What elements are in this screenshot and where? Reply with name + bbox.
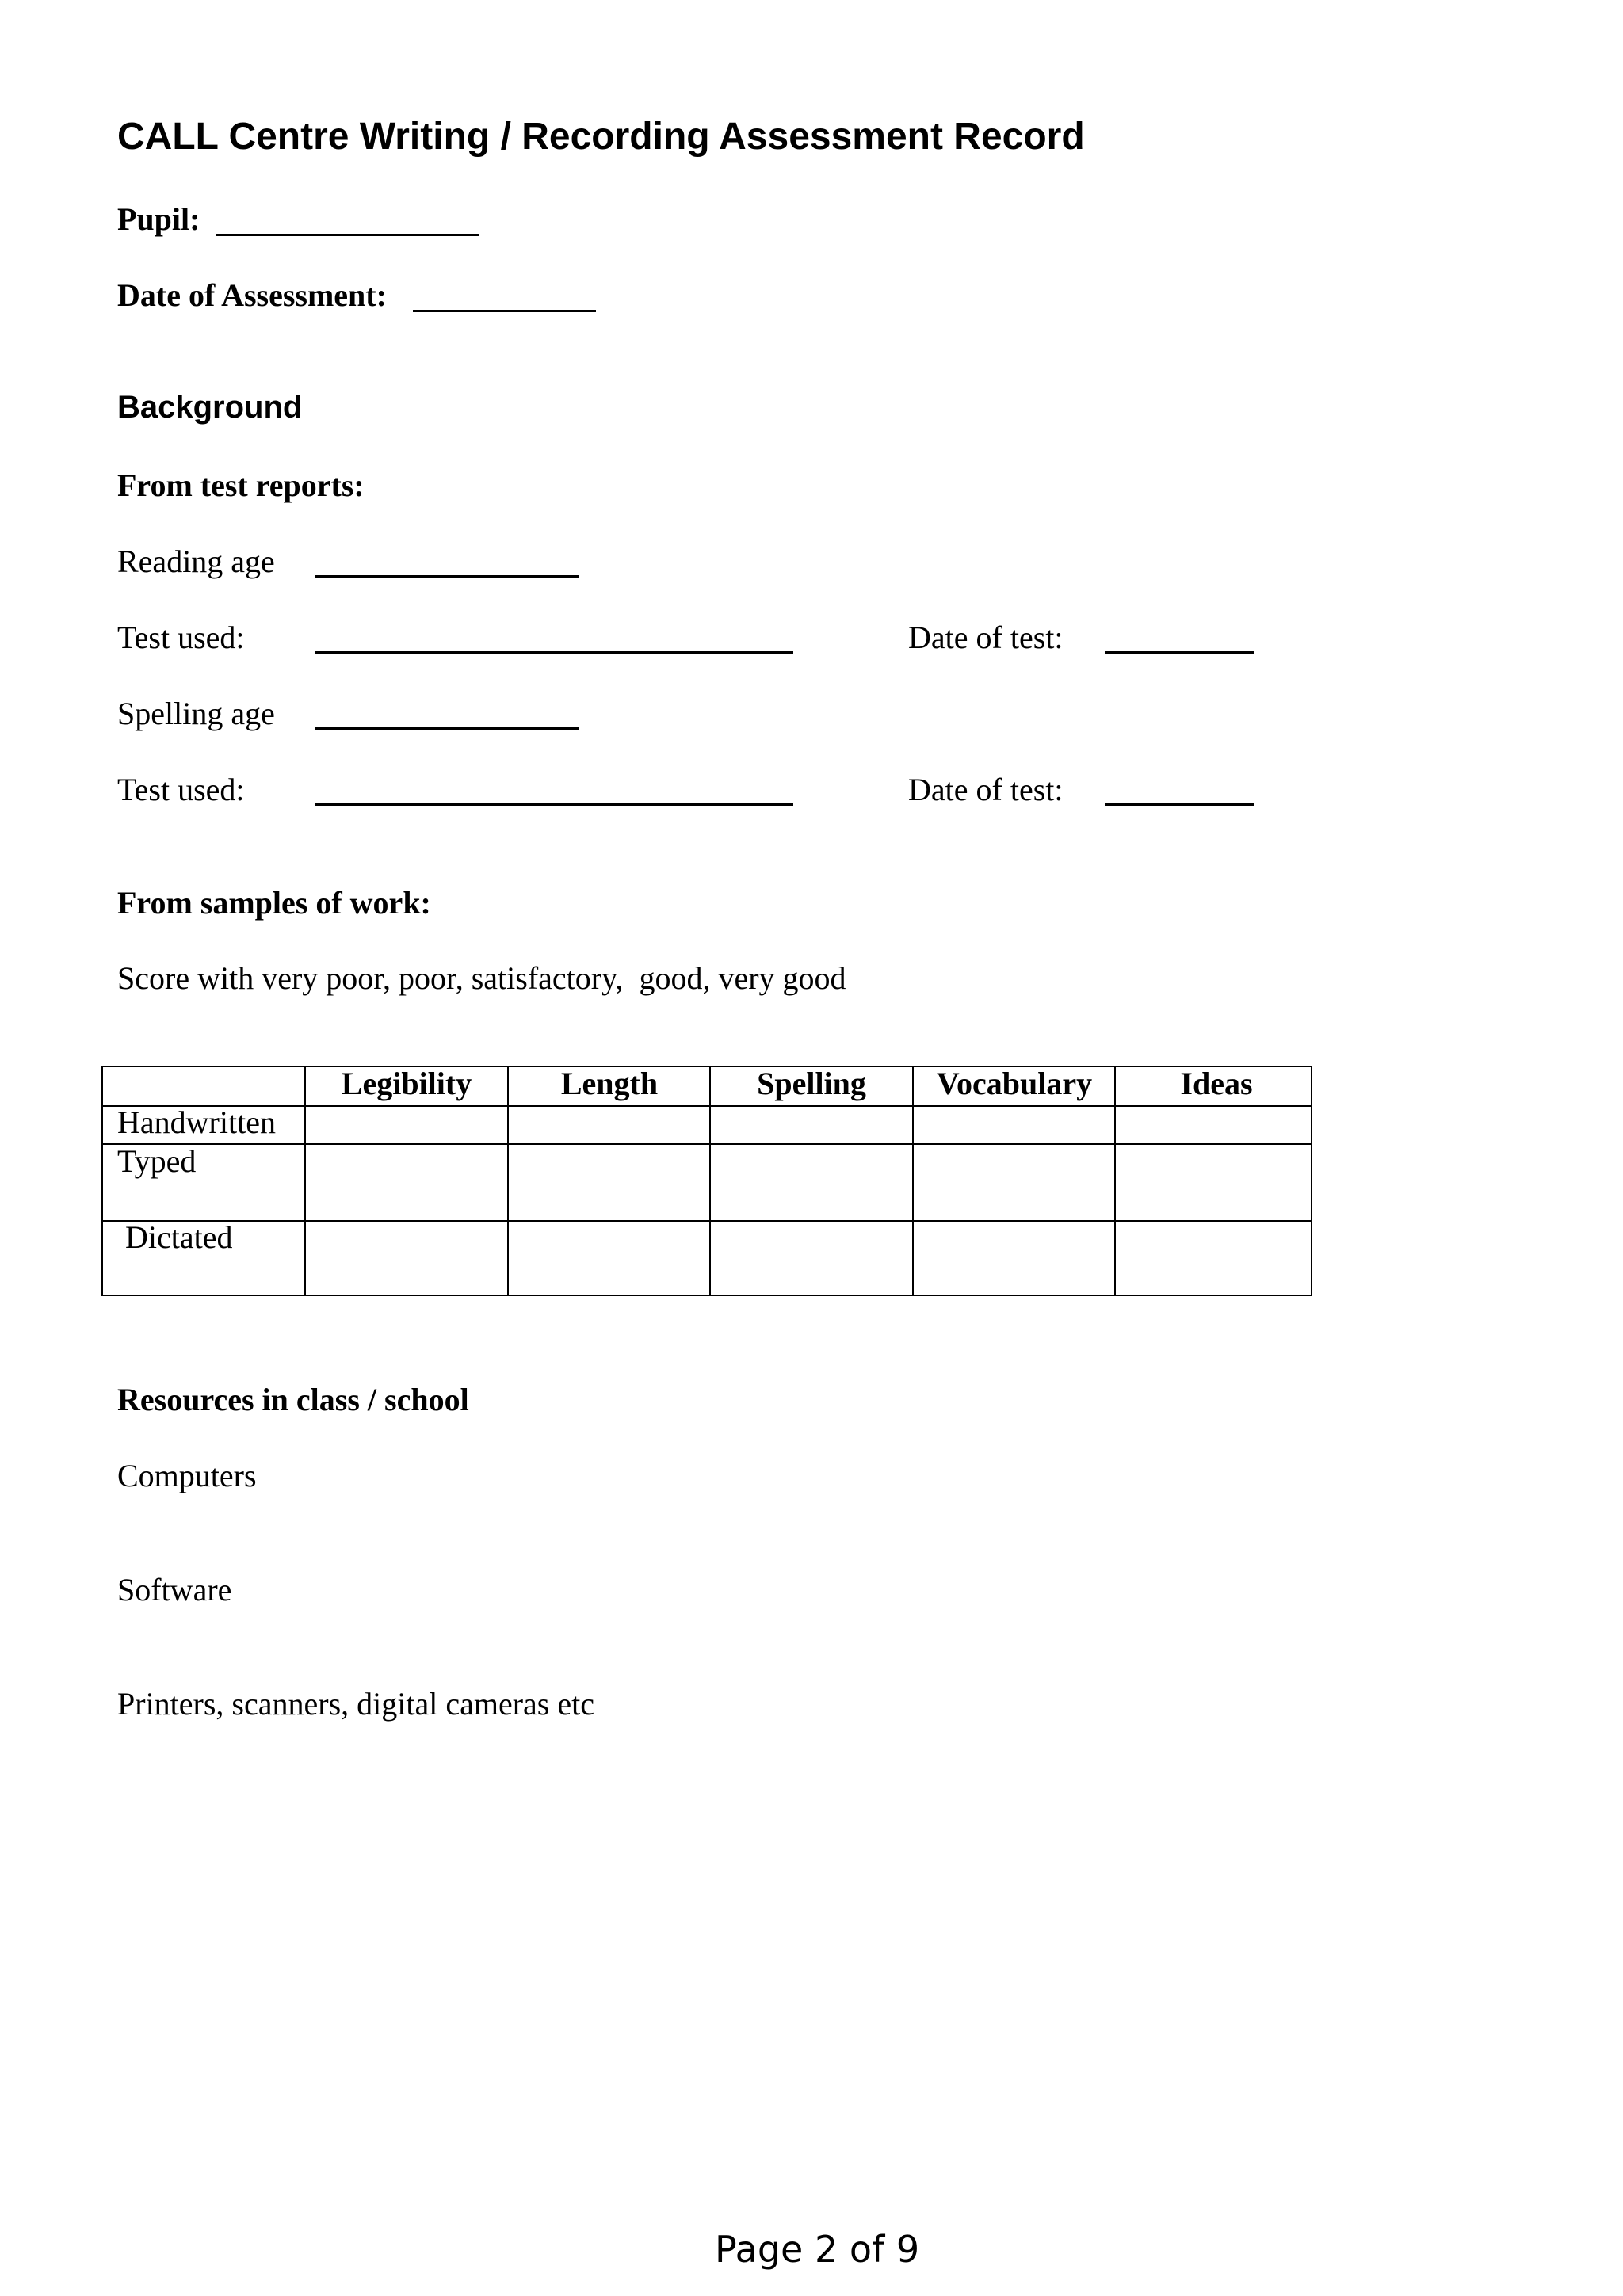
column-header-spelling: Spelling xyxy=(757,1066,866,1101)
column-header-length: Length xyxy=(560,1066,659,1101)
reading-age-label: Reading age xyxy=(117,543,275,579)
spelling-age-label: Spelling age xyxy=(117,696,275,731)
background-heading: Background xyxy=(117,390,303,425)
spelling-age-field[interactable] xyxy=(315,727,579,730)
column-header-legibility: Legibility xyxy=(341,1066,472,1101)
date-of-assessment-label: Date of Assessment: xyxy=(117,277,387,313)
resource-item-printers: Printers, scanners, digital cameras etc xyxy=(117,1686,594,1722)
reading-date-of-test-field[interactable] xyxy=(1105,651,1254,654)
test-reports-heading: From test reports: xyxy=(117,467,365,503)
spelling-test-used-field[interactable] xyxy=(315,803,793,806)
row-label-handwritten: Handwritten xyxy=(117,1104,276,1140)
date-of-assessment-field[interactable] xyxy=(413,310,596,312)
resources-heading: Resources in class / school xyxy=(117,1382,469,1417)
spelling-date-of-test-field[interactable] xyxy=(1105,803,1254,806)
pupil-field[interactable] xyxy=(216,234,479,236)
column-header-ideas: Ideas xyxy=(1180,1066,1253,1101)
resource-item-computers: Computers xyxy=(117,1458,257,1493)
reading-test-used-field[interactable] xyxy=(315,651,793,654)
test-used-label: Test used: xyxy=(117,620,245,655)
date-of-test-label: Date of test: xyxy=(908,620,1064,655)
reading-age-field[interactable] xyxy=(315,575,579,578)
page-title: CALL Centre Writing / Recording Assessment Record xyxy=(117,116,1085,158)
samples-of-work-heading: From samples of work: xyxy=(117,885,431,921)
assessment-table xyxy=(101,1066,1312,1296)
test-used-label: Test used: xyxy=(117,772,245,807)
resource-item-software: Software xyxy=(117,1572,232,1608)
row-label-dictated: Dictated xyxy=(117,1219,233,1255)
column-header-vocabulary: Vocabulary xyxy=(936,1066,1093,1101)
row-label-typed: Typed xyxy=(117,1143,197,1179)
date-of-test-label: Date of test: xyxy=(908,772,1064,807)
score-instruction: Score with very poor, poor, satisfactory, good, very good xyxy=(117,960,846,996)
pupil-label: Pupil: xyxy=(117,201,200,237)
page-number: Page 2 of 9 xyxy=(715,2228,920,2271)
